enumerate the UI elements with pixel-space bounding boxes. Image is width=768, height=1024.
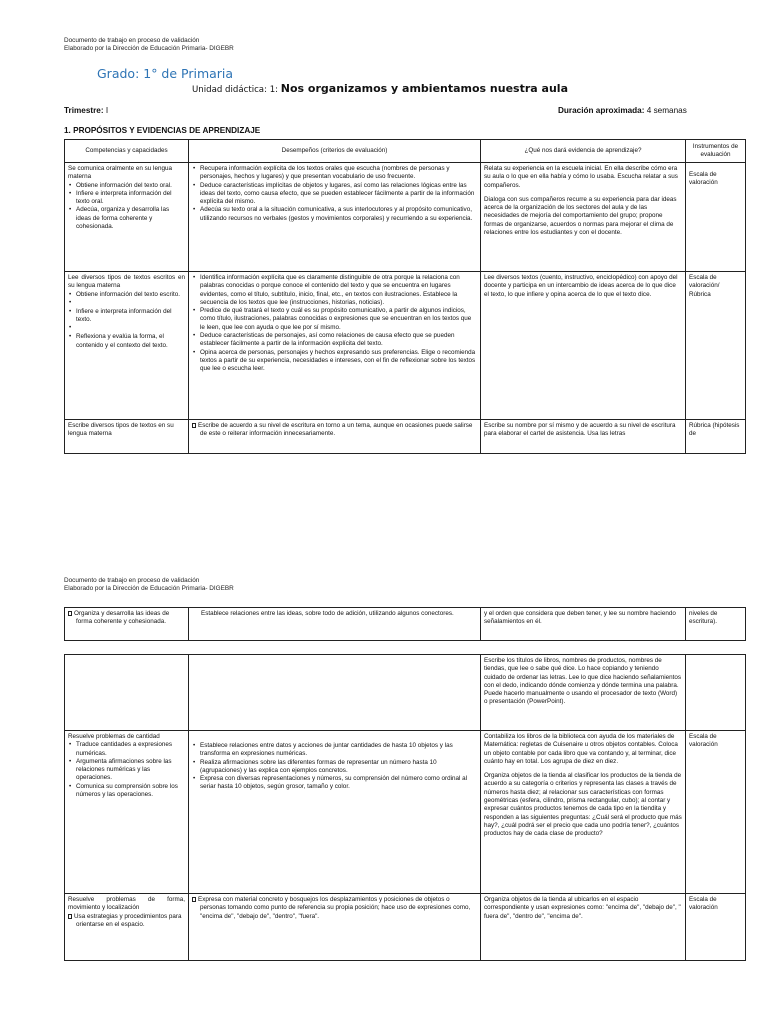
evidencia-text: Dialoga con sus compañeros recurre a su experiencia para dar ideas acerca de la organización de los sectores del aula y de las necesidades de mejoría del comportamiento del grupo; propone formas de organizarse, acuerdos o normas para mejorar el clima de relaciones entre los estudiantes y con el docente.: [484, 195, 677, 237]
header-line-1: Documento de trabajo en proceso de validación: [64, 577, 200, 584]
evidence-table-page2: [64, 654, 746, 961]
competencia-title: Escribe diversos tipos de textos en su lengua materna: [68, 422, 174, 438]
desempeno-item: Escribe de acuerdo a su nivel de escritura en torno a un tema, aunque en ocasiones puede salirse de este o reiterar información innecesariamente.: [192, 422, 477, 439]
desempenos-cell: [189, 272, 481, 420]
desempenos-cell: [189, 163, 481, 272]
desempenos-cell: [189, 420, 481, 454]
instrumento-cell: [686, 420, 746, 454]
capacidad-item: • Comunica su comprensión sobre los números y las operaciones.: [68, 783, 185, 800]
capacidad-item: • Obtiene información del texto oral.: [68, 182, 185, 190]
header-line-2: Elaborado por la Dirección de Educación Primaria- DIGEBR: [64, 45, 234, 52]
competencia-cell: [65, 731, 189, 894]
desempeno-item: • Deduce características implícitas de objetos y lugares, así como las relaciones lógicas entre las ideas del texto, como causa efecto, que se pueden establecer fácilmente a partir de la información explícita del mismo.: [192, 182, 477, 207]
instrumento-text: niveles de escritura).: [689, 610, 718, 626]
duracion-label: Duración aproximada:: [558, 106, 645, 115]
instrumento-text: Escala de valoración: [689, 896, 718, 912]
instrumento-cell: [686, 731, 746, 894]
competencia-cell: [65, 420, 189, 454]
desempenos-cell: [189, 655, 481, 731]
checkbox-glyph-icon: [192, 897, 196, 902]
trimestre-value: I: [105, 106, 109, 115]
continuation-table: [64, 607, 746, 641]
competencia-cell: [65, 894, 189, 961]
capacidad-item: Usa estrategias y procedimientos para orientarse en el espacio.: [68, 913, 185, 930]
desempeno-item: • Deduce características de personajes, así como relaciones de causa efecto que se pueden establecer fácilmente a partir de la información explícita del texto.: [192, 332, 477, 349]
section-title: 1. PROPÓSITOS Y EVIDENCIAS DE APRENDIZAJE: [64, 126, 261, 135]
evidencia-text: Escribe su nombre por sí mismo y de acuerdo a su nivel de escritura para elaborar el cartel de asistencia. Usa las letras: [484, 422, 676, 438]
trimestre-label: Trimestre:: [64, 106, 104, 115]
capacidad-item: • Obtiene información del texto escrito.: [68, 291, 185, 299]
duracion-value: 4 semanas: [646, 106, 687, 115]
desempeno-item: • Recupera información explícita de los textos orales que escucha (nombres de personas y personajes, hechos y lugares) y que presentan vocabulario de uso frecuente.: [192, 165, 477, 182]
checkbox-glyph-icon: [68, 611, 72, 616]
evidencia-cell: [481, 608, 686, 641]
desempeno-item: • Identifica información explícita que es claramente distinguible de otra porque la relaciona con palabras conocidas o porque conoce el contenido del texto y que se encuentra en lugares evidentes, como el título, subtítulo, inicio, final, etc., en textos con ilustraciones. Establece la secuencia de los textos que lee (instrucciones, historias, noticias).: [192, 274, 477, 307]
instrumento-cell: [686, 608, 746, 641]
instrumento-text: Escala de valoración: [689, 171, 718, 187]
col-header-desempenos: Desempeños (criterios de evaluación): [189, 140, 481, 163]
desempeno-text: Establece relaciones entre las ideas, sobre todo de adición, utilizando algunos conectores.: [201, 610, 454, 617]
competencia-title: Resuelve problemas de forma, movimiento y localización: [68, 896, 185, 912]
table-row: [65, 655, 746, 731]
competencia-title: Resuelve problemas de cantidad: [68, 733, 160, 740]
grado-title: Grado: 1° de Primaria: [97, 66, 234, 81]
evidence-table-page1: [64, 139, 746, 454]
evidencia-cell: [481, 655, 686, 731]
page2-header: [64, 577, 234, 593]
unidad-line: [192, 82, 568, 95]
evidencia-text: y el orden que considera que deben tener, y lee su nombre haciendo señalamientos en él.: [484, 610, 676, 626]
unidad-label: Unidad didáctica: 1:: [192, 85, 279, 95]
desempenos-cell: [189, 894, 481, 961]
desempeno-item: • Expresa con diversas representaciones y números, su comprensión del número como ordinal al seriar hasta 10 objetos, según grosor, tamaño y color.: [192, 775, 477, 792]
capacidad-item: • Reflexiona y evalúa la forma, el contenido y el contexto del texto.: [68, 333, 185, 350]
trimestre: [64, 106, 108, 115]
instrumento-text: Escala de valoración/ Rúbrica: [689, 274, 720, 298]
competencia-cell: [65, 272, 189, 420]
desempeno-item: • Adecúa su texto oral a la situación comunicativa, a sus interlocutores y al propósito comunicativo, utilizando recursos no verbales (gestos y movimientos corporales) y recurriendo a su experiencia.: [192, 206, 477, 223]
capacidad-cell: [65, 608, 189, 641]
desempeno-item: • Establece relaciones entre datos y acciones de juntar cantidades de hasta 10 objetos y las transforma en expresiones numéricas.: [192, 742, 477, 759]
table-row: [65, 272, 746, 420]
unidad-title: Nos organizamos y ambientamos nuestra aula: [280, 82, 568, 95]
evidencia-text: Contabiliza los libros de la biblioteca con ayuda de los materiales de Matemática: regletas de Cuisenaire u otros objetos contables. Coloca un objeto contable por cada libro que va contando y, al terminar, dice cuánto hay en total. Los agrupa de diez en diez.: [484, 733, 678, 765]
evidencia-cell: [481, 420, 686, 454]
checkbox-glyph-icon: [68, 914, 72, 919]
desempenos-cell: [189, 731, 481, 894]
desempenos-cell: [189, 608, 481, 641]
col-header-evidencia: ¿Qué nos dará evidencia de aprendizaje?: [481, 140, 686, 163]
evidencia-cell: [481, 894, 686, 961]
desempeno-item: • Predice de qué tratará el texto y cuál es su propósito comunicativo, a partir de algunos indicios, como título, ilustraciones, palabras conocidas o expresiones que se encuentran en los textos que le leen, que lee con ayuda o que lee por sí mismo.: [192, 307, 477, 332]
checkbox-glyph-icon: [192, 423, 196, 428]
page1-header: [64, 37, 234, 53]
spacer: [68, 299, 185, 308]
evidencia-cell: [481, 163, 686, 272]
table-row: [65, 731, 746, 894]
col-header-competencias: Competencias y capacidades: [65, 140, 189, 163]
col-header-instrumentos: Instrumentos de evaluación: [686, 140, 746, 163]
instrumento-text: Escala de valoración: [689, 733, 718, 749]
instrumento-cell: [686, 163, 746, 272]
capacidad-item: • Traduce cantidades a expresiones numéricas.: [68, 741, 185, 758]
duracion: [558, 106, 687, 115]
capacidad-item: Organiza y desarrolla las ideas de forma coherente y cohesionada.: [68, 610, 185, 627]
desempeno-item: • Realiza afirmaciones sobre las diferentes formas de representar un número hasta 10 (agrupaciones) y las explica con ejemplos concretos.: [192, 759, 477, 776]
instrumento-text: Rúbrica (hipótesis de: [689, 422, 740, 438]
instrumento-cell: [686, 655, 746, 731]
evidencia-text: Lee diversos textos (cuento, instructivo, enciclopédico) con apoyo del docente y participa en un intercambio de ideas acerca de lo que dice el texto, lo que infiere y opina acerca de lo que el texto dice.: [484, 274, 678, 298]
evidencia-cell: [481, 272, 686, 420]
competencia-title: Lee diversos tipos de textos escritos en su lengua materna: [68, 274, 185, 290]
desempeno-item: • Opina acerca de personas, personajes y hechos expresando sus preferencias. Elige o recomienda textos a partir de su experiencia, necesidades e intereses, con el fin de reflexionar sobre los textos que lee o escucha leer.: [192, 349, 477, 374]
competencia-title: Se comunica oralmente en su lengua materna: [68, 165, 172, 181]
capacidad-item: • Adecúa, organiza y desarrolla las ideas de forma coherente y cohesionada.: [68, 206, 185, 231]
instrumento-cell: [686, 272, 746, 420]
evidencia-text: Organiza objetos de la tienda al clasificar los productos de la tienda de acuerdo a su categoría o criterios y representa las clases a través de números hasta diez; al relacionar sus características con formas geométricas (esfera, cilindro, prisma rectangular, cubo); al contar y expresar cuántos productos tenemos de cada tipo en la tiendita y responden a las siguientes preguntas: ¿Cuál será el producto que más hay?, ¿cuál podrá ser el precio que cada uno podría tener?, ¿cuántos productos hay de cada clase de producto?: [484, 772, 682, 838]
capacidad-item: • Infiere e interpreta información del texto.: [68, 308, 185, 325]
evidencia-cell: [481, 731, 686, 894]
table-header-row: [65, 140, 746, 163]
competencia-cell: [65, 655, 189, 731]
instrumento-cell: [686, 894, 746, 961]
capacidad-item: • Infiere e interpreta información del texto oral.: [68, 190, 185, 207]
header-line-1: Documento de trabajo en proceso de validación: [64, 37, 200, 44]
table-row: [65, 894, 746, 961]
table-row: [65, 608, 746, 641]
evidencia-text: Relata su experiencia en la escuela inicial. En ella describe cómo era su aula o lo que en ella había y cómo lo usaba. Escucha relatar a sus compañeros.: [484, 165, 678, 189]
table-row: [65, 420, 746, 454]
capacidad-item: • Argumenta afirmaciones sobre las relaciones numéricas y las operaciones.: [68, 758, 185, 783]
header-line-2: Elaborado por la Dirección de Educación Primaria- DIGEBR: [64, 585, 234, 592]
spacer: [68, 324, 185, 333]
evidencia-text: Escribe los títulos de libros, nombres de productos, nombres de tiendas, que lee o sabe qué dice. Lo hace copiando y teniendo cuidado de ordenar las letras. Lee lo que dice haciendo señalamientos con el dedo, indicando dónde comienza y dónde termina una palabra. Puede hacerlo manualmente o usando el procesador de texto (Word) o presentación (PowerPoint).: [484, 657, 682, 706]
table-row: [65, 163, 746, 272]
desempeno-item: Expresa con material concreto y bosquejos los desplazamientos y posiciones de objetos o personas tomando como punto de referencia su propia posición; hace uso de expresiones como, "encima de", "debajo de", "dentro", "fuera".: [192, 896, 477, 921]
competencia-cell: [65, 163, 189, 272]
evidencia-text: Organiza objetos de la tienda al ubicarlos en el espacio correspondiente y usan expresiones como: "encima de", "debajo de", " fuera de", "dentro de", "encima de".: [484, 896, 681, 920]
